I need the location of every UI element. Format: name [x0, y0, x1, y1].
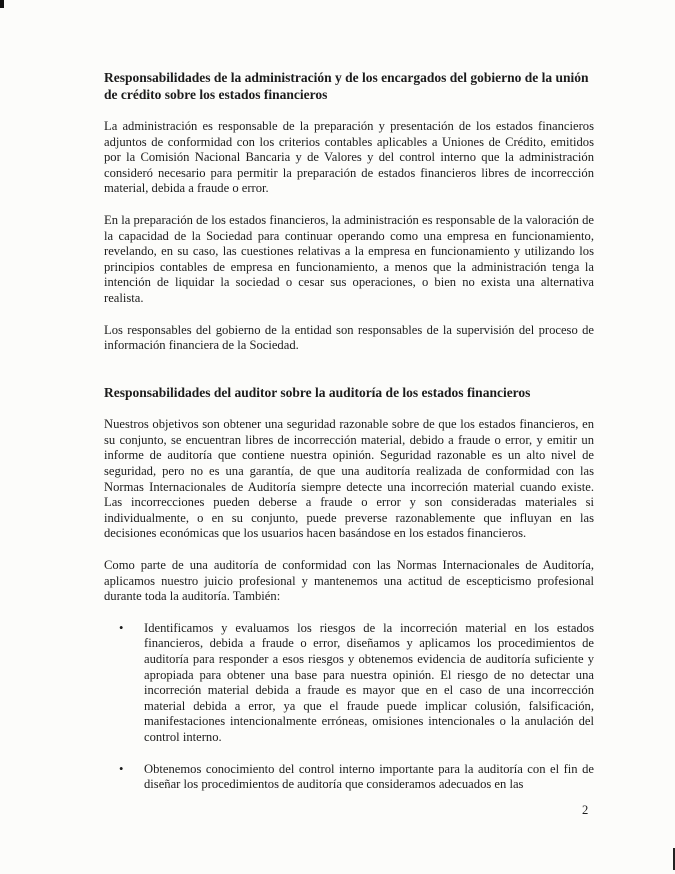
list-item-text: Obtenemos conocimiento del control interno importante para la auditoría con el fin de diseñar los procedimientos de auditoría que consideramos adecuados en las: [144, 761, 594, 792]
list-item: [104, 762, 594, 793]
page-content: [104, 70, 594, 793]
scan-corner-mark: [0, 0, 4, 8]
section-heading-management-responsibilities: Responsabilidades de la administración y de los encargados del gobierno de la unión de crédito sobre los estados financieros: [104, 70, 589, 102]
paragraph: En la preparación de los estados financieros, la administración es responsable de la valoración de la capacidad de la Sociedad para continuar operando como una empresa en funcionamiento, revelando, en su caso, las cuestiones relativas a la empresa en funcionamiento y utilizando los principios contables de empresa en funcionamiento, a menos que la administración tenga la intención de liquidar la sociedad o cesar sus operaciones, o bien no exista una alternativa realista.: [104, 212, 594, 305]
section-heading-auditor-responsibilities: Responsabilidades del auditor sobre la auditoría de los estados financieros: [104, 384, 531, 400]
list-item-text: Identificamos y evaluamos los riesgos de la incorreción material en los estados financieros, debida a fraude o error, diseñamos y aplicamos los procedimientos de auditoría para responder a esos riesgos y obtenemos evidencia de auditoría suficiente y apropiada para obtener una base para nuestra opinión. El riesgo de no detectar una incorreción material debida a fraude es mayor que en el caso de una incorrección material debida a error, ya que el fraude puede implicar colusión, falsificación, manifestaciones intencionalmente erróneas, omisiones intencionales o la anulación del control interno.: [144, 620, 594, 744]
page-number: 2: [582, 803, 589, 817]
paragraph: La administración es responsable de la preparación y presentación de los estados financieros adjuntos de conformidad con los criterios contables aplicables a Uniones de Crédito, emitidos por la Comisión Nacional Bancaria y de Valores y del control interno que la administración consideró necesario para permitir la preparación de estados financieros libres de incorrección material, debida a fraude o error.: [104, 119, 594, 196]
bullet-icon: •: [119, 620, 124, 635]
paragraph: Los responsables del gobierno de la entidad son responsables de la supervisión del proceso de información financiera de la Sociedad.: [104, 322, 594, 353]
list-item: [104, 621, 594, 746]
paragraph: Nuestros objetivos son obtener una seguridad razonable sobre de que los estados financieros, en su conjunto, se encuentran libres de incorrección material, debido a fraude o error, y emitir un informe de auditoría que contiene nuestra opinión. Seguridad razonable es un alto nivel de seguridad, pero no es una garantía, de que una auditoría realizada de conformidad con las Normas Internacionales de Auditoría siempre detecte una incorreción material cuando existe. Las incorrecciones pueden deberse a fraude o error y son consideradas materiales si individualmente, o en su conjunto, puede preverse razonablemente que influyan en las decisiones económicas que los usuarios hacen basándose en los estados financieros.: [104, 417, 594, 541]
paragraph: Como parte de una auditoría de conformidad con las Normas Internacionales de Auditoría, aplicamos nuestro juicio profesional y mantenemos una actitud de escepticismo profesional durante toda la auditoría. También:: [104, 557, 594, 604]
bullet-icon: •: [119, 761, 124, 776]
bullet-list: [104, 621, 594, 793]
